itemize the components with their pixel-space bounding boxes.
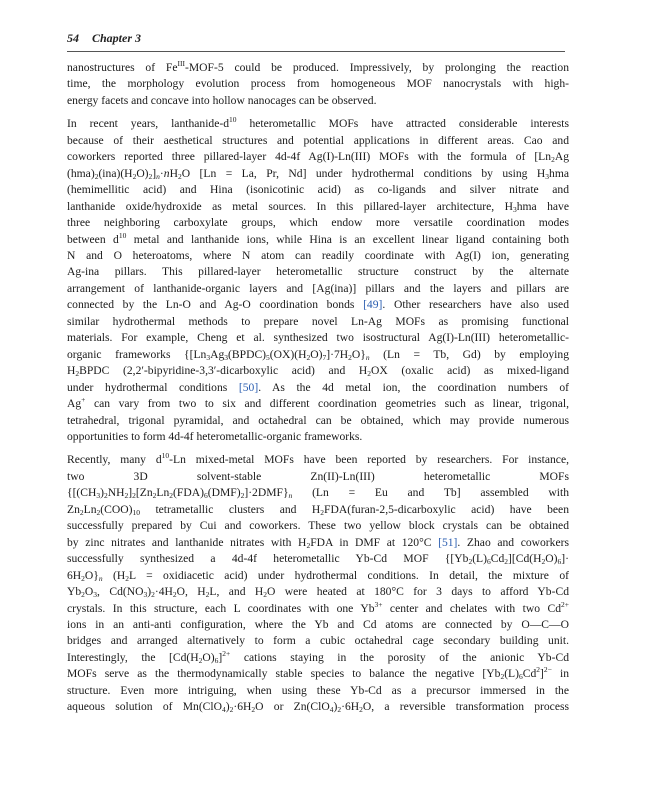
text-line: coworkers reported three pillared-layer 4d-4f Ag(I)-Ln(III) MOFs with the formula of [$Ln_2Ag$ (67, 150, 569, 165)
text-line: $(hma)_2(ina)(H_2O)_2]_n\cdot nH_2O$ [Ln = La, Pr, Nd] under hydrothermal conditions by using $H_3hma$ (67, 166, 569, 181)
text-line: structure. Even more intriguing, when using these Yb-Cd as a precursor immersed in the (67, 683, 569, 697)
paragraph (67, 60, 569, 109)
text-line: connected by the Ln-O and Ag-O coordination bonds [49]. Other researchers have also used (67, 298, 569, 312)
text-line: because of their aesthetical structures and potential applications in different areas. Cao and (67, 133, 569, 147)
chapter-label: Chapter 3 (92, 31, 142, 45)
text-line: time, the morphology evolution process from homogeneous MOF nanocrystals with high- (67, 77, 569, 91)
text-line: under hydrothermal conditions [50]. As the 4d metal ion, the coordination numbers of (67, 380, 569, 394)
text-line: Ag+ can vary from two to six and different coordination geometries such as linear, trigonal, (67, 395, 569, 411)
text-line: two 3D solvent-stable Zn(II)-Ln(III) heterometallic MOFs (67, 469, 569, 483)
text-line: lanthanide oxide/hydroxide as metal sources. In this pillared-layer architecture, $H_3hma$ have (67, 199, 569, 214)
text-line: $Yb_2O_3$, $Cd(NO_3)_2\cdot 4H_2O$, $H_2L$, and $H_2O$ were heated at 180°C for 3 days to afford Yb-Cd (67, 585, 569, 600)
text-line: N and O heteroatoms, where N atom can readily coordinate with Ag(I) ion, generating (67, 248, 569, 262)
text-line: aqueous solution of $Mn(ClO_4)_2\cdot 6H_2O$ or $Zn(ClO_4)_2\cdot 6H_2O$, a reversible transformation process (67, 700, 569, 715)
text-line: energy facets and concave into hollow nanocages can be observed. (67, 93, 377, 107)
text-line: organic frameworks $\{[Ln_3Ag_3(BPDC)_5(OX)(H_2O)_7]\cdot 7H_2O\}_n$ (Ln = Tb, Gd) by employing (67, 347, 570, 362)
text-line: three neighboring carboxylate groups, which endow more versatile coordination modes (67, 216, 569, 230)
text-line: Ag-ina pillars. This pillared-layer heterometallic structure construct by the alternate (67, 265, 569, 279)
text-line: $H_2BPDC$ (2,2′-bipyridine-3,3′-dicarboxylic acid) and $H_2OX$ (oxalic acid) as mixed-ligand (67, 364, 569, 379)
text-line: ions in an anti-anti configuration, where the Yb and Cd atoms are connected by O—C—O (67, 617, 569, 631)
text-line: bridges and arranged alternatively to form a cubic octahedral cage secondary building unit. (67, 634, 569, 648)
text-line: successfully synthesized a 4d-4f heterometallic Yb-Cd MOF {$[Yb_2(L)_6Cd_2][Cd(H_2O)_6]\cdot$ (67, 552, 569, 567)
text-line: $Zn_2Ln_2(COO)_{10}$ tetrametallic clusters and $H_2FDA(furan-2,5$-dicarboxylic acid) have been (67, 502, 569, 517)
text-line: successfully prepared by Cui and coworkers. These two yellow block crystals can be obtained (67, 519, 569, 533)
body-text (67, 60, 569, 723)
text-line: nanostructures of $Fe^{III}-MOF-5$ could be produced. Impressively, by prolonging the reaction (67, 59, 569, 74)
text-line: by zinc nitrates and lanthanide nitrates with $H_2FDA$ in DMF at 120°C [51]. Zhao and coworkers (67, 535, 569, 550)
page-number: 54 (67, 31, 79, 45)
text-line: Interestingly, the $[Cd(H_2O)_6]^{2+}$ cations staying in the porosity of the anionic Yb-Cd (67, 648, 569, 665)
text-line: MOFs serve as the thermodynamically stable species to balance the negative $[Yb_2(L)_6Cd^2]^{2-}$ in (67, 665, 569, 682)
text-line: tetrahedral, trigonal pyramidal, and octahedral can be obtained, which may provide numerous (67, 413, 569, 427)
text-line: opportunities to form 4d-4f heterometallic-organic frameworks. (67, 429, 363, 443)
paragraph (67, 116, 569, 445)
text-line: materials. For example, Cheng et al. synthesized two isostructural Ag(I)-Ln(III) heterometallic- (67, 331, 569, 345)
text-line: crystals. In this structure, each L coordinates with one $Yb^{3+}$ center and chelates with two $Cd^{2+}$ (67, 599, 569, 615)
text-line: Recently, many $d^{10}-Ln$ mixed-metal MOFs have been reported by researchers. For instance, (67, 451, 569, 467)
text-line: (hemimellitic acid) and Hina (isonicotinic acid) as co-ligands and silver nitrate and (67, 183, 569, 197)
text-line: In recent years, lanthanide-$d^{10}$ heterometallic MOFs have attracted considerable interests (67, 115, 569, 131)
text-line: arrangement of lanthanide-organic layers and [Ag(ina)] pillars and the layers and pillars are (67, 281, 569, 295)
text-line: between $d^{10}$ metal and lanthanide ions, while Hina is an excellent linear ligand containing both (67, 230, 569, 246)
text-line: $\{[(CH_3)_2NH_2]_2[Zn_2Ln_2(FDA)_6(DMF)_2]\cdot 2DMF\}_n$ (Ln = Eu and Tb] assembled with (67, 486, 569, 501)
paragraph (67, 452, 569, 715)
text-line: similar hydrothermal methods to prepare novel Ln-Ag MOFs as promising functional (67, 314, 569, 328)
text-line: $6H_2O\}_n$ ($H_2L$ = oxidiacetic acid) under hydrothermal conditions. In detail, the mixture of (67, 568, 569, 583)
running-header (67, 31, 565, 52)
